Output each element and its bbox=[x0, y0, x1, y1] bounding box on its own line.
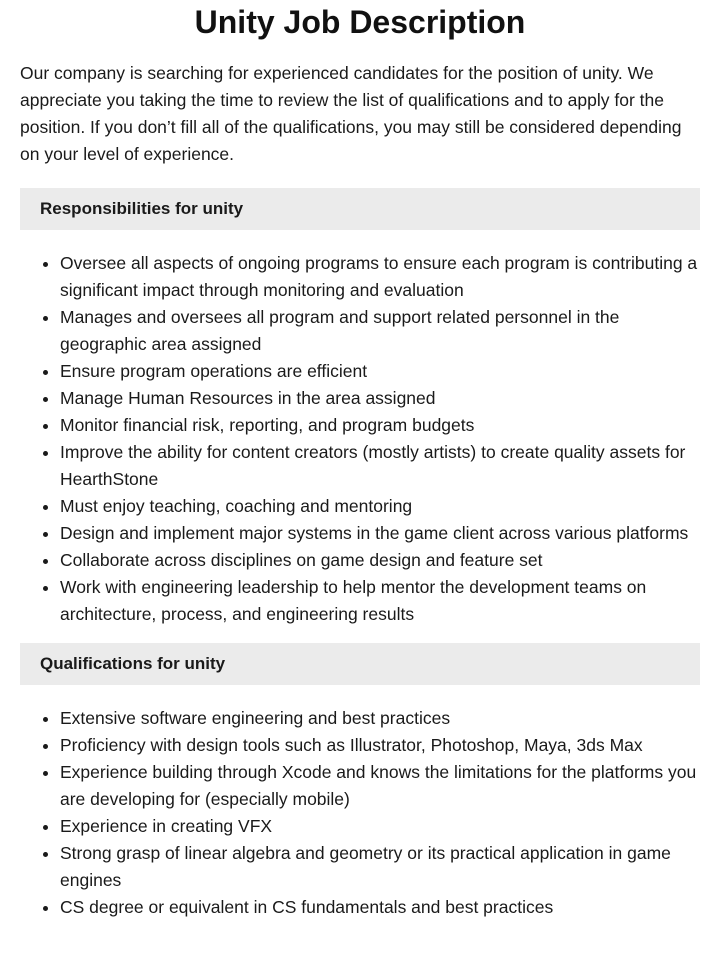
responsibilities-list bbox=[20, 250, 700, 628]
list-item: • Monitor financial risk, reporting, and program budgets bbox=[60, 412, 700, 439]
responsibilities-heading: Responsibilities for unity bbox=[20, 188, 700, 230]
list-item: • Strong grasp of linear algebra and geometry or its practical application in game engines bbox=[60, 840, 700, 894]
intro-paragraph: Our company is searching for experienced candidates for the position of unity. We appreciate you taking the time to review the list of qualifications and to apply for the position. If you don’t fill all of the qualifications, you may still be considered depending on your level of experience. bbox=[20, 63, 682, 164]
list-item: • Work with engineering leadership to help mentor the development teams on architecture, process, and engineering results bbox=[60, 574, 700, 628]
list-item: • Ensure program operations are efficient bbox=[60, 358, 700, 385]
list-item: • Manage Human Resources in the area assigned bbox=[60, 385, 700, 412]
list-item: • Must enjoy teaching, coaching and mentoring bbox=[60, 493, 700, 520]
page-title: Unity Job Description bbox=[194, 4, 526, 40]
list-item: • Collaborate across disciplines on game design and feature set bbox=[60, 547, 700, 574]
list-item: • CS degree or equivalent in CS fundamentals and best practices bbox=[60, 894, 700, 921]
list-item: • Proficiency with design tools such as Illustrator, Photoshop, Maya, 3ds Max bbox=[60, 732, 700, 759]
list-item: • Experience in creating VFX bbox=[60, 813, 700, 840]
qualifications-heading: Qualifications for unity bbox=[20, 643, 700, 685]
list-item: • Manages and oversees all program and support related personnel in the geographic area assigned bbox=[60, 304, 700, 358]
list-item: • Design and implement major systems in the game client across various platforms bbox=[60, 520, 700, 547]
qualifications-list bbox=[20, 705, 700, 921]
list-item: • Improve the ability for content creators (mostly artists) to create quality assets for HearthStone bbox=[60, 439, 700, 493]
list-item: • Extensive software engineering and best practices bbox=[60, 705, 700, 732]
list-item: • Experience building through Xcode and knows the limitations for the platforms you are developing for (especially mobile) bbox=[60, 759, 700, 813]
list-item: • Oversee all aspects of ongoing programs to ensure each program is contributing a significant impact through monitoring and evaluation bbox=[60, 250, 700, 304]
